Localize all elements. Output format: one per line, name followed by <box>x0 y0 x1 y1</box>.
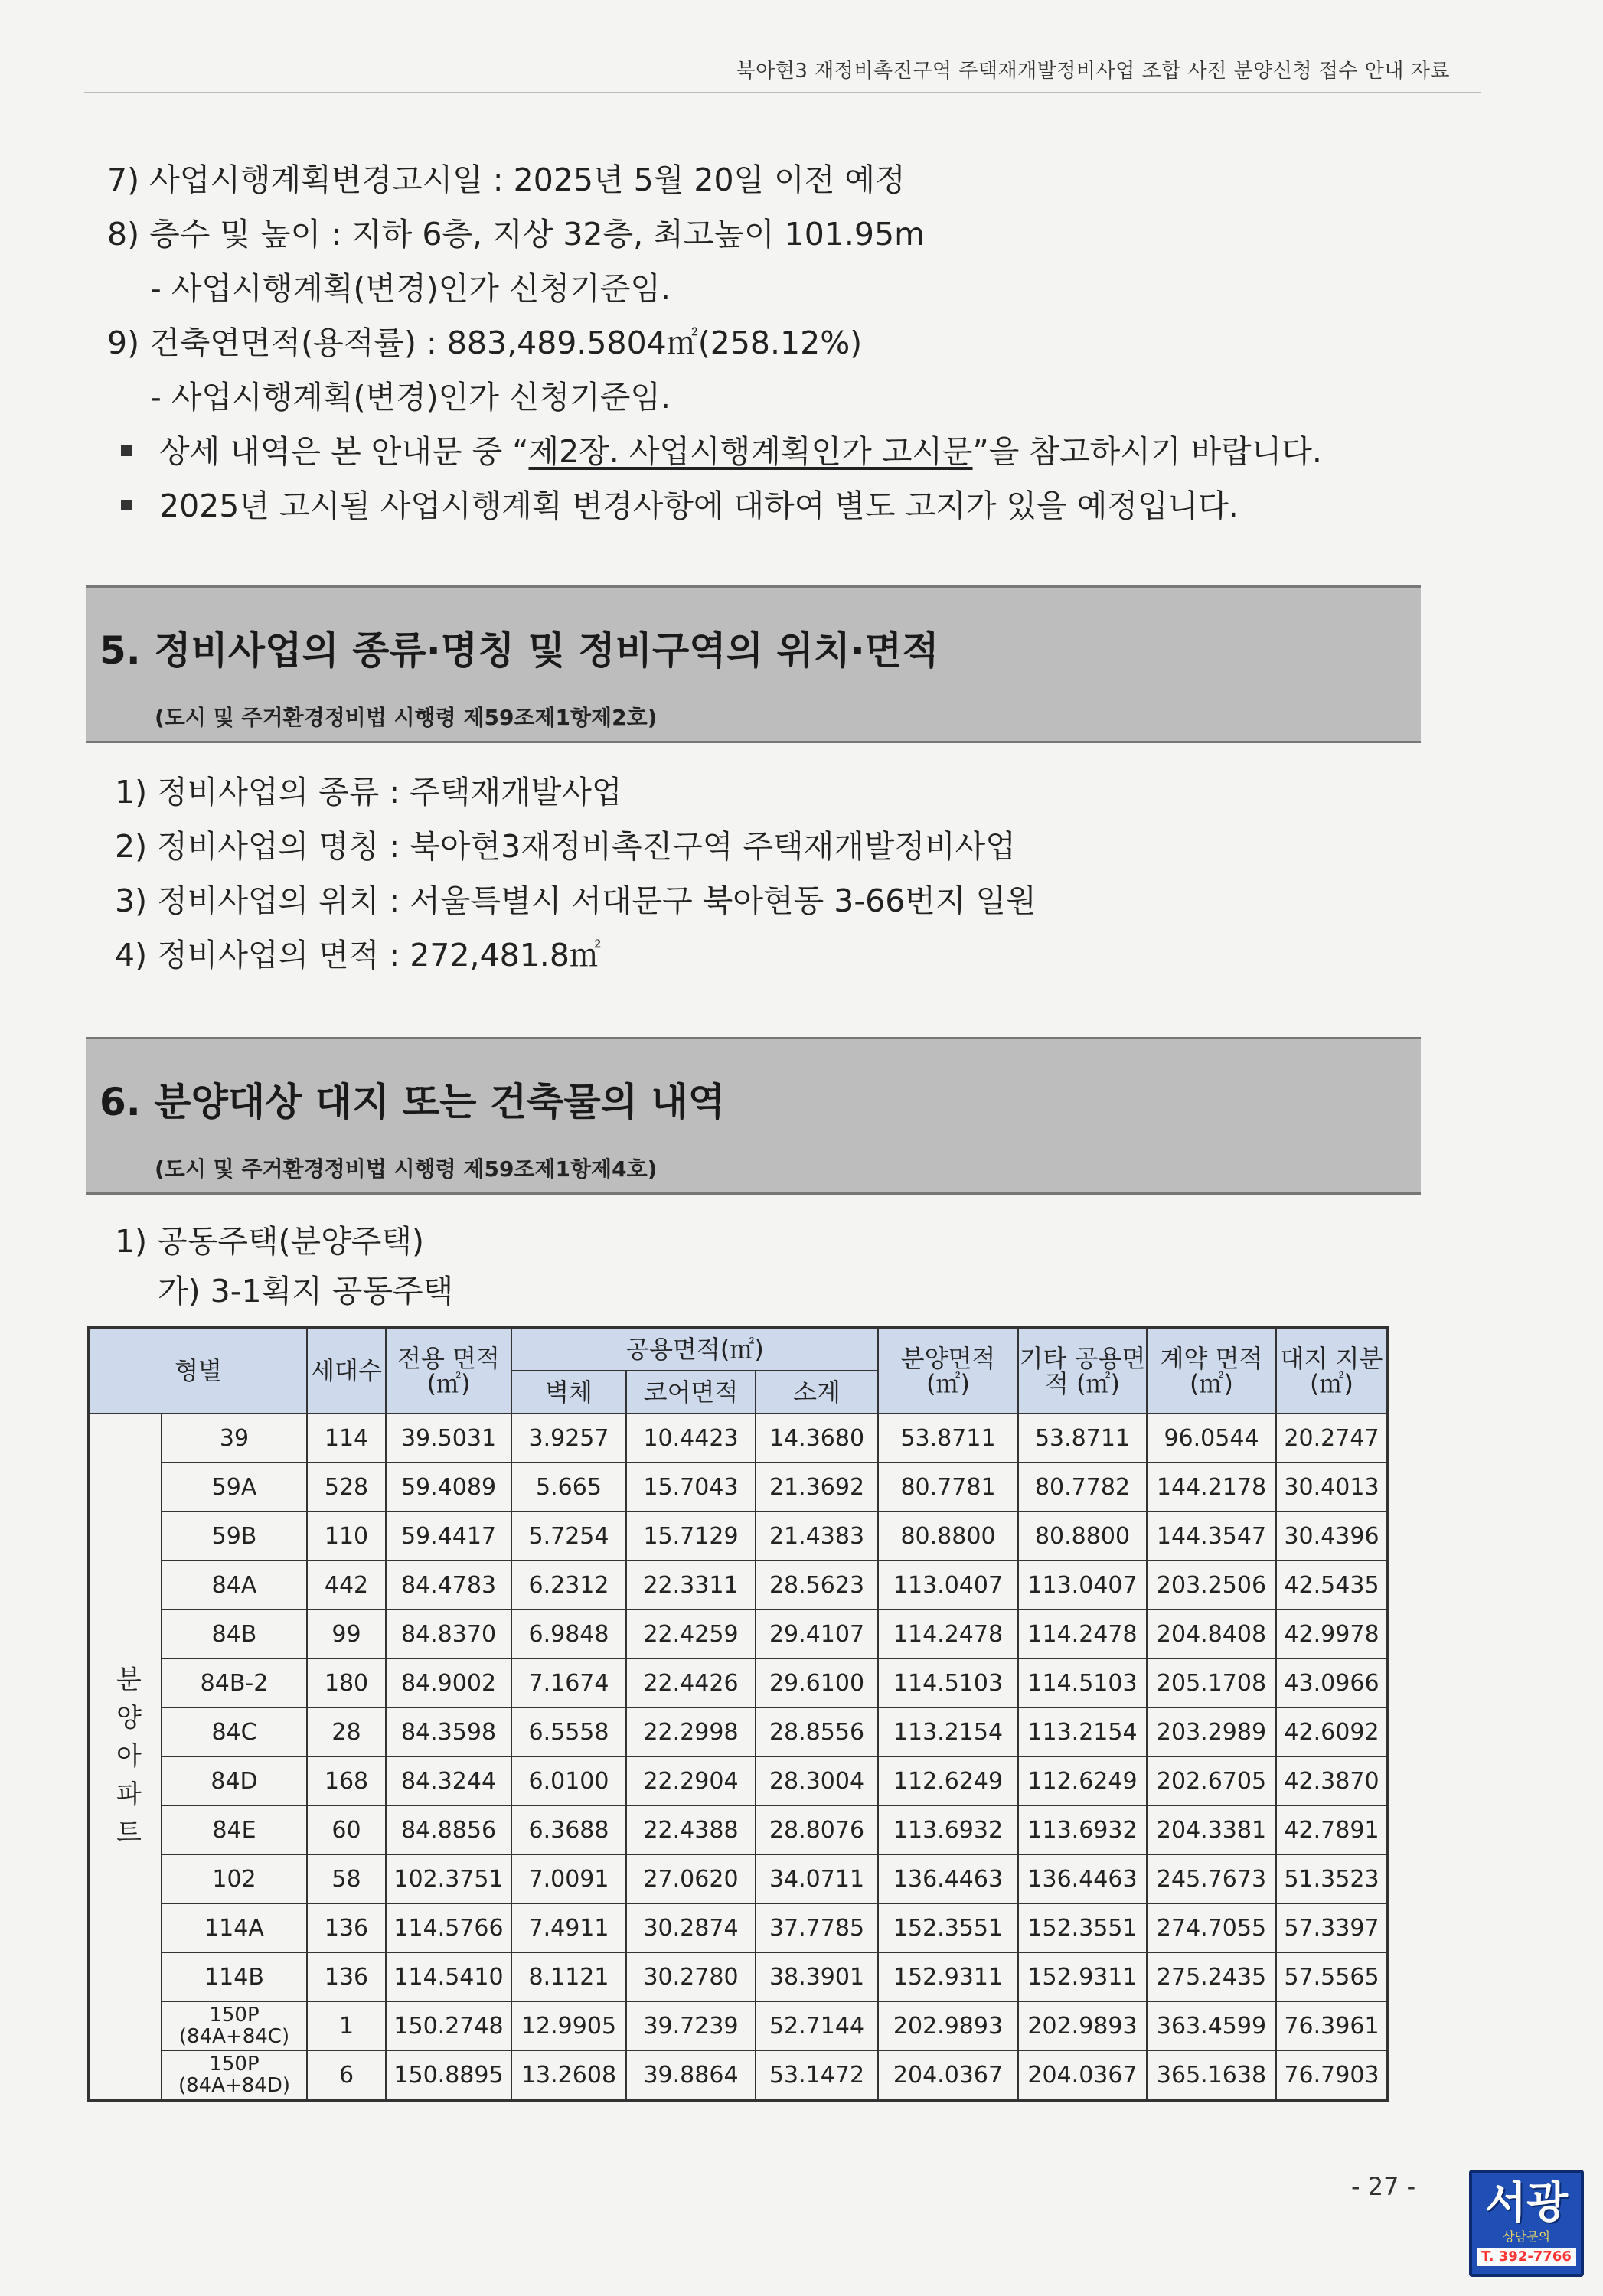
cell-land: 42.6092 <box>1276 1707 1388 1756</box>
intro-item-8: 8) 층수 및 높이 : 지하 6층, 지상 32층, 최고높이 101.95m <box>107 216 926 253</box>
cell-core: 22.2904 <box>626 1756 756 1805</box>
cell-households: 168 <box>307 1756 386 1805</box>
cell-subtotal: 14.3680 <box>756 1414 878 1463</box>
cell-wall: 6.0100 <box>511 1756 626 1805</box>
table-row <box>89 1463 1388 1512</box>
cell-wall: 7.4911 <box>511 1903 626 1952</box>
section-5-item: 3) 정비사업의 위치 : 서울특별시 서대문구 북아현동 3-66번지 일원 <box>115 882 1037 919</box>
cell-core: 22.4426 <box>626 1658 756 1707</box>
cell-sale: 152.9311 <box>878 1952 1018 2001</box>
cell-type: 84B-2 <box>162 1658 307 1707</box>
section-6-title: 6. 분양대상 대지 또는 건축물의 내역 <box>100 1080 726 1124</box>
cell-contract: 203.2989 <box>1147 1707 1276 1756</box>
section-5-item: 2) 정비사업의 명칭 : 북아현3재정비촉진구역 주택재개발정비사업 <box>115 828 1016 865</box>
cell-other-common: 202.9893 <box>1018 2001 1147 2050</box>
section-6-heading <box>86 1037 1421 1195</box>
cell-exclusive: 84.3598 <box>386 1707 511 1756</box>
cell-exclusive: 114.5410 <box>386 1952 511 2001</box>
cell-type: 150P (84A+84C) <box>162 2001 307 2050</box>
table-row <box>89 2001 1388 2050</box>
cell-land: 76.3961 <box>1276 2001 1388 2050</box>
cell-sale: 112.6249 <box>878 1756 1018 1805</box>
header-common-area: 공용면적(㎡) <box>511 1328 878 1371</box>
cell-type: 84E <box>162 1805 307 1854</box>
table-row <box>89 1609 1388 1658</box>
section-5-heading <box>86 585 1421 743</box>
cell-type: 114A <box>162 1903 307 1952</box>
cell-core: 30.2874 <box>626 1903 756 1952</box>
table-row <box>89 1512 1388 1561</box>
page-number: - 27 - <box>1351 2172 1416 2201</box>
table-row <box>89 1854 1388 1903</box>
bullet-1-pre: 상세 내역은 본 안내문 중 “ <box>159 433 529 470</box>
publisher-logo <box>1469 2170 1584 2277</box>
cell-sale: 204.0367 <box>878 2050 1018 2100</box>
cell-subtotal: 28.5623 <box>756 1561 878 1609</box>
cell-type: 59B <box>162 1512 307 1561</box>
header-divider <box>84 92 1481 93</box>
cell-sale: 113.0407 <box>878 1561 1018 1609</box>
category-cell <box>89 1414 162 2100</box>
cell-exclusive: 84.4783 <box>386 1561 511 1609</box>
section-5-list <box>115 765 1037 983</box>
section-6-item-1: 1) 공동주택(분양주택) <box>115 1223 424 1260</box>
bullet-1-reference: 제2장. 사업시행계획인가 고시문 <box>528 433 973 470</box>
cell-households: 1 <box>307 2001 386 2050</box>
cell-land: 76.7903 <box>1276 2050 1388 2100</box>
cell-subtotal: 28.8556 <box>756 1707 878 1756</box>
cell-sale: 114.5103 <box>878 1658 1018 1707</box>
table-row <box>89 1658 1388 1707</box>
cell-core: 22.3311 <box>626 1561 756 1609</box>
cell-other-common: 113.0407 <box>1018 1561 1147 1609</box>
cell-sale: 53.8711 <box>878 1414 1018 1463</box>
cell-wall: 3.9257 <box>511 1414 626 1463</box>
cell-type: 39 <box>162 1414 307 1463</box>
cell-contract: 203.2506 <box>1147 1561 1276 1609</box>
cell-wall: 8.1121 <box>511 1952 626 2001</box>
cell-land: 43.0966 <box>1276 1658 1388 1707</box>
cell-contract: 245.7673 <box>1147 1854 1276 1903</box>
cell-wall: 7.0091 <box>511 1854 626 1903</box>
cell-wall: 6.5558 <box>511 1707 626 1756</box>
header-sale-area: 분양면적 (㎡) <box>878 1328 1018 1414</box>
section-6-subtitle: (도시 및 주거환경정비법 시행령 제59조제1항제4호) <box>155 1156 658 1182</box>
cell-contract: 363.4599 <box>1147 2001 1276 2050</box>
cell-households: 528 <box>307 1463 386 1512</box>
table-row <box>89 1903 1388 1952</box>
cell-contract: 202.6705 <box>1147 1756 1276 1805</box>
cell-wall: 13.2608 <box>511 2050 626 2100</box>
cell-wall: 5.665 <box>511 1463 626 1512</box>
cell-households: 180 <box>307 1658 386 1707</box>
cell-other-common: 53.8711 <box>1018 1414 1147 1463</box>
section-5-item: 1) 정비사업의 종류 : 주택재개발사업 <box>115 774 622 810</box>
cell-core: 22.4388 <box>626 1805 756 1854</box>
table-row <box>89 1414 1388 1463</box>
cell-exclusive: 102.3751 <box>386 1854 511 1903</box>
cell-households: 136 <box>307 1952 386 2001</box>
cell-households: 114 <box>307 1414 386 1463</box>
cell-type: 84A <box>162 1561 307 1609</box>
cell-exclusive: 114.5766 <box>386 1903 511 1952</box>
cell-core: 30.2780 <box>626 1952 756 2001</box>
cell-contract: 275.2435 <box>1147 1952 1276 2001</box>
intro-bullet-2 <box>107 479 1485 533</box>
cell-subtotal: 34.0711 <box>756 1854 878 1903</box>
table-row <box>89 1561 1388 1609</box>
cell-contract: 204.3381 <box>1147 1805 1276 1854</box>
cell-land: 30.4396 <box>1276 1512 1388 1561</box>
cell-exclusive: 59.4417 <box>386 1512 511 1561</box>
cell-subtotal: 21.4383 <box>756 1512 878 1561</box>
square-bullet-icon <box>121 500 132 510</box>
cell-land: 30.4013 <box>1276 1463 1388 1512</box>
cell-exclusive: 150.8895 <box>386 2050 511 2100</box>
header-households: 세대수 <box>307 1328 386 1414</box>
cell-core: 15.7129 <box>626 1512 756 1561</box>
cell-type: 84B <box>162 1609 307 1658</box>
cell-other-common: 152.3551 <box>1018 1903 1147 1952</box>
page-header: 북아현3 재정비촉진구역 주택재개발정비사업 조합 사전 분양신청 접수 안내 자료 <box>736 60 1450 83</box>
cell-households: 99 <box>307 1609 386 1658</box>
cell-exclusive: 84.8370 <box>386 1609 511 1658</box>
cell-households: 442 <box>307 1561 386 1609</box>
cell-exclusive: 59.4089 <box>386 1463 511 1512</box>
cell-wall: 6.3688 <box>511 1805 626 1854</box>
cell-wall: 7.1674 <box>511 1658 626 1707</box>
logo-title: 서광 <box>1484 2178 1569 2228</box>
cell-households: 58 <box>307 1854 386 1903</box>
cell-type: 150P (84A+84D) <box>162 2050 307 2100</box>
cell-households: 110 <box>307 1512 386 1561</box>
cell-other-common: 152.9311 <box>1018 1952 1147 2001</box>
cell-core: 10.4423 <box>626 1414 756 1463</box>
section-5-item: 4) 정비사업의 면적 : 272,481.8㎡ <box>115 937 601 974</box>
cell-other-common: 112.6249 <box>1018 1756 1147 1805</box>
cell-sale: 202.9893 <box>878 2001 1018 2050</box>
intro-item-9: 9) 건축연면적(용적률) : 883,489.5804㎡(258.12%) <box>107 325 863 361</box>
cell-land: 42.9978 <box>1276 1609 1388 1658</box>
intro-bullet-1 <box>107 425 1485 479</box>
cell-type: 84C <box>162 1707 307 1756</box>
area-table-body <box>89 1414 1388 2100</box>
cell-other-common: 136.4463 <box>1018 1854 1147 1903</box>
area-table <box>87 1326 1389 2102</box>
category-label: 분양아파트 <box>116 1665 142 1848</box>
cell-sale: 114.2478 <box>878 1609 1018 1658</box>
intro-item-8-note: - 사업시행계획(변경)인가 신청기준임. <box>150 270 671 307</box>
cell-sale: 136.4463 <box>878 1854 1018 1903</box>
table-row <box>89 1707 1388 1756</box>
header-type: 형별 <box>89 1328 307 1414</box>
cell-contract: 204.8408 <box>1147 1609 1276 1658</box>
cell-contract: 274.7055 <box>1147 1903 1276 1952</box>
cell-sale: 152.3551 <box>878 1903 1018 1952</box>
cell-core: 39.7239 <box>626 2001 756 2050</box>
cell-subtotal: 29.6100 <box>756 1658 878 1707</box>
cell-subtotal: 52.7144 <box>756 2001 878 2050</box>
cell-land: 51.3523 <box>1276 1854 1388 1903</box>
cell-wall: 5.7254 <box>511 1512 626 1561</box>
table-row <box>89 1805 1388 1854</box>
table-row <box>89 1756 1388 1805</box>
bullet-2-text: 2025년 고시될 사업시행계획 변경사항에 대하여 별도 고지가 있을 예정입니다. <box>159 488 1239 524</box>
header-contract-area: 계약 면적 (㎡) <box>1147 1328 1276 1414</box>
cell-other-common: 80.8800 <box>1018 1512 1147 1561</box>
cell-land: 42.3870 <box>1276 1756 1388 1805</box>
cell-subtotal: 28.3004 <box>756 1756 878 1805</box>
cell-households: 60 <box>307 1805 386 1854</box>
logo-phone: T. 392-7766 <box>1477 2248 1576 2266</box>
cell-exclusive: 84.3244 <box>386 1756 511 1805</box>
cell-subtotal: 28.8076 <box>756 1805 878 1854</box>
cell-contract: 365.1638 <box>1147 2050 1276 2100</box>
section-5-subtitle: (도시 및 주거환경정비법 시행령 제59조제1항제2호) <box>155 705 658 730</box>
cell-exclusive: 150.2748 <box>386 2001 511 2050</box>
cell-households: 136 <box>307 1903 386 1952</box>
cell-exclusive: 84.8856 <box>386 1805 511 1854</box>
cell-core: 39.8864 <box>626 2050 756 2100</box>
cell-other-common: 114.5103 <box>1018 1658 1147 1707</box>
cell-wall: 12.9905 <box>511 2001 626 2050</box>
cell-land: 57.3397 <box>1276 1903 1388 1952</box>
cell-contract: 205.1708 <box>1147 1658 1276 1707</box>
cell-subtotal: 21.3692 <box>756 1463 878 1512</box>
bullet-1-post: ”을 참고하시기 바랍니다. <box>972 433 1322 470</box>
cell-type: 102 <box>162 1854 307 1903</box>
cell-wall: 6.9848 <box>511 1609 626 1658</box>
cell-core: 15.7043 <box>626 1463 756 1512</box>
cell-core: 22.2998 <box>626 1707 756 1756</box>
header-exclusive-area: 전용 면적(㎡) <box>386 1328 511 1414</box>
cell-land: 42.5435 <box>1276 1561 1388 1609</box>
cell-contract: 144.2178 <box>1147 1463 1276 1512</box>
cell-type: 114B <box>162 1952 307 2001</box>
cell-core: 27.0620 <box>626 1854 756 1903</box>
cell-wall: 6.2312 <box>511 1561 626 1609</box>
cell-sale: 80.7781 <box>878 1463 1018 1512</box>
table-row <box>89 2050 1388 2100</box>
cell-sale: 113.2154 <box>878 1707 1018 1756</box>
cell-subtotal: 37.7785 <box>756 1903 878 1952</box>
header-core-area: 코어면적 <box>626 1371 756 1414</box>
cell-other-common: 204.0367 <box>1018 2050 1147 2100</box>
section-5-title: 5. 정비사업의 종류·명칭 및 정비구역의 위치·면적 <box>100 628 939 673</box>
cell-subtotal: 29.4107 <box>756 1609 878 1658</box>
cell-other-common: 113.2154 <box>1018 1707 1147 1756</box>
cell-other-common: 114.2478 <box>1018 1609 1147 1658</box>
cell-subtotal: 53.1472 <box>756 2050 878 2100</box>
intro-item-9-note: - 사업시행계획(변경)인가 신청기준임. <box>150 379 671 416</box>
square-bullet-icon <box>121 445 132 456</box>
section-6-list <box>115 1217 453 1316</box>
cell-land: 42.7891 <box>1276 1805 1388 1854</box>
cell-type: 59A <box>162 1463 307 1512</box>
cell-contract: 144.3547 <box>1147 1512 1276 1561</box>
section-6-item-1a: 가) 3-1획지 공동주택 <box>158 1273 454 1309</box>
header-other-common-area: 기타 공용면적 (㎡) <box>1018 1328 1147 1414</box>
cell-households: 6 <box>307 2050 386 2100</box>
cell-sale: 80.8800 <box>878 1512 1018 1561</box>
cell-land: 57.5565 <box>1276 1952 1388 2001</box>
cell-type: 84D <box>162 1756 307 1805</box>
cell-contract: 96.0544 <box>1147 1414 1276 1463</box>
intro-item-7: 7) 사업시행계획변경고시일 : 2025년 5월 20일 이전 예정 <box>107 161 906 198</box>
cell-land: 20.2747 <box>1276 1414 1388 1463</box>
cell-households: 28 <box>307 1707 386 1756</box>
cell-sale: 113.6932 <box>878 1805 1018 1854</box>
cell-other-common: 113.6932 <box>1018 1805 1147 1854</box>
cell-exclusive: 84.9002 <box>386 1658 511 1707</box>
cell-other-common: 80.7782 <box>1018 1463 1147 1512</box>
header-subtotal: 소계 <box>756 1371 878 1414</box>
header-land-share: 대지 지분 (㎡) <box>1276 1328 1388 1414</box>
logo-subtitle: 상담문의 <box>1503 2229 1550 2244</box>
cell-core: 22.4259 <box>626 1609 756 1658</box>
intro-block <box>107 153 1485 533</box>
cell-subtotal: 38.3901 <box>756 1952 878 2001</box>
header-wall: 벽체 <box>511 1371 626 1414</box>
table-row <box>89 1952 1388 2001</box>
cell-exclusive: 39.5031 <box>386 1414 511 1463</box>
